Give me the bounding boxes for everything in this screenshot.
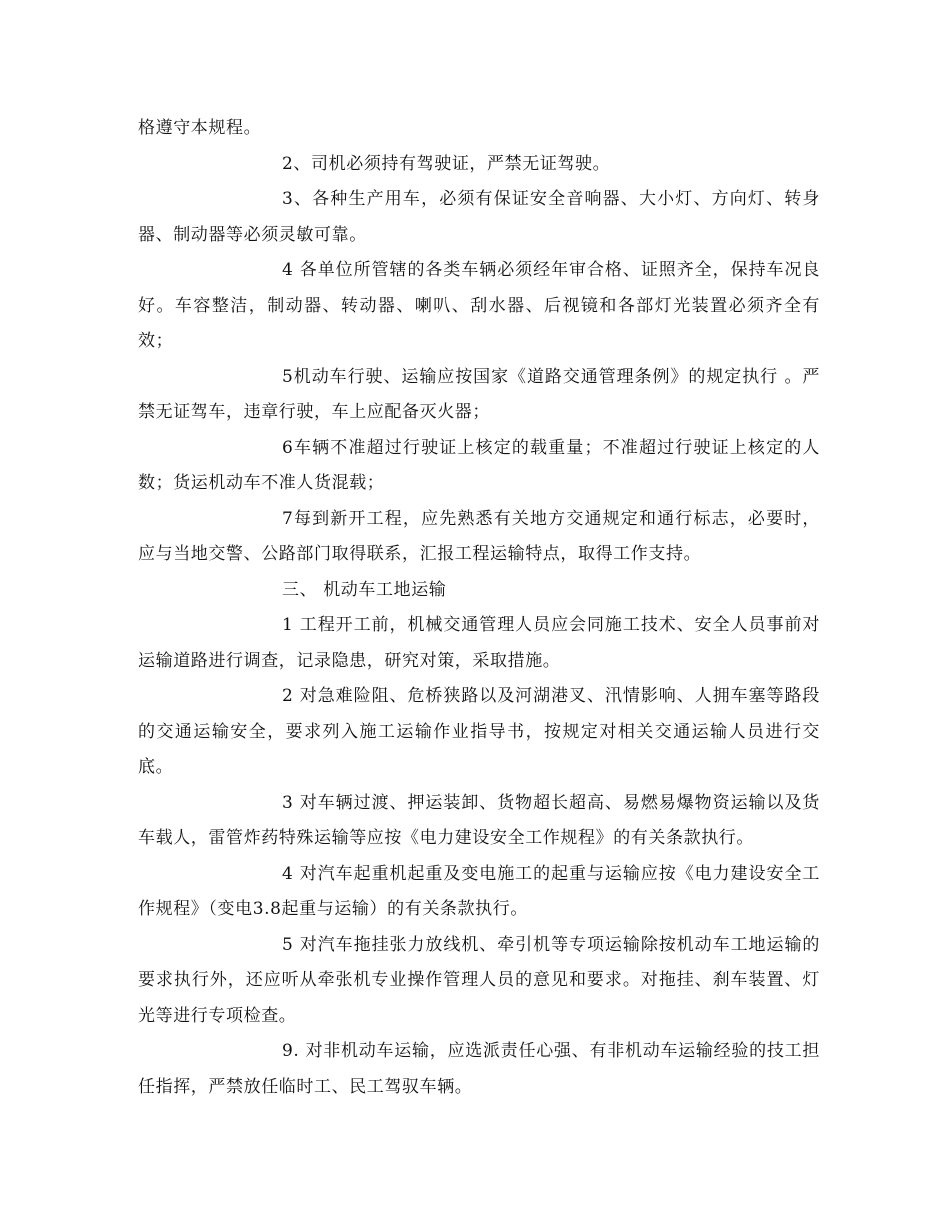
paragraph-section3-item-4: 4 对汽车起重机起重及变电施工的起重与运输应按《电力建设安全工作规程》（变电3.8起重与运输）的有关条款执行。: [138, 863, 820, 919]
section-heading: 三、 机动车工地运输: [282, 579, 447, 600]
paragraph-section3-item-2: 2 对急难险阻、危桥狭路以及河湖港叉、汛情影响、人拥车塞等路段的交通运输安全，要求列入施工运输作业指导书，按规定对相关交通运输人员进行交底。: [138, 686, 820, 777]
paragraph-section3-item-5: 5 对汽车拖挂张力放线机、牵引机等专项运输除按机动车工地运输的要求执行外，还应听从牵张机专业操作管理人员的意见和要求。对拖挂、刹车装置、灯光等进行专项检查。: [138, 934, 820, 1026]
paragraph-item-5: 5机动车行驶、运输应按国家《道路交通管理条例》的规定执行 。严禁无证驾车，违章行驶，车上应配备灭火器；: [138, 366, 820, 422]
paragraph-section3-item-3: 3 对车辆过渡、押运装卸、货物超长超高、易燃易爆物资运输以及货车载人，雷管炸药特殊运输等应按《电力建设安全工作规程》的有关条款执行。: [138, 792, 820, 848]
paragraph-item-6: 6车辆不准超过行驶证上核定的载重量；不准超过行驶证上核定的人数；货运机动车不准人货混载；: [138, 437, 820, 493]
paragraph-item-4: 4 各单位所管辖的各类车辆必须经年审合格、证照齐全，保持车况良好。车容整洁，制动器、转动器、喇叭、刮水器、后视镜和各部灯光装置必须齐全有效；: [138, 260, 820, 351]
paragraph-continuation: 格遵守本规程。: [138, 118, 262, 138]
paragraph-item-3: 3、各种生产用车，必须有保证安全音响器、大小灯、方向灯、转身器、制动器等必须灵敏可靠。: [138, 189, 820, 245]
paragraph-item-7: 7每到新开工程，应先熟悉有关地方交通规定和通行标志，必要时，应与当地交警、公路部门取得联系，汇报工程运输特点，取得工作支持。: [138, 508, 820, 564]
paragraph-item-2: 2、司机必须持有驾驶证，严禁无证驾驶。: [282, 153, 611, 174]
paragraph-section3-item-1: 1 工程开工前，机械交通管理人员应会同施工技术、安全人员事前对运输道路进行调查，记录隐患，研究对策，采取措施。: [138, 615, 820, 671]
paragraph-section3-item-9: 9. 对非机动车运输，应选派责任心强、有非机动车运输经验的技工担任指挥，严禁放任临时工、民工驾驭车辆。: [138, 1041, 820, 1097]
